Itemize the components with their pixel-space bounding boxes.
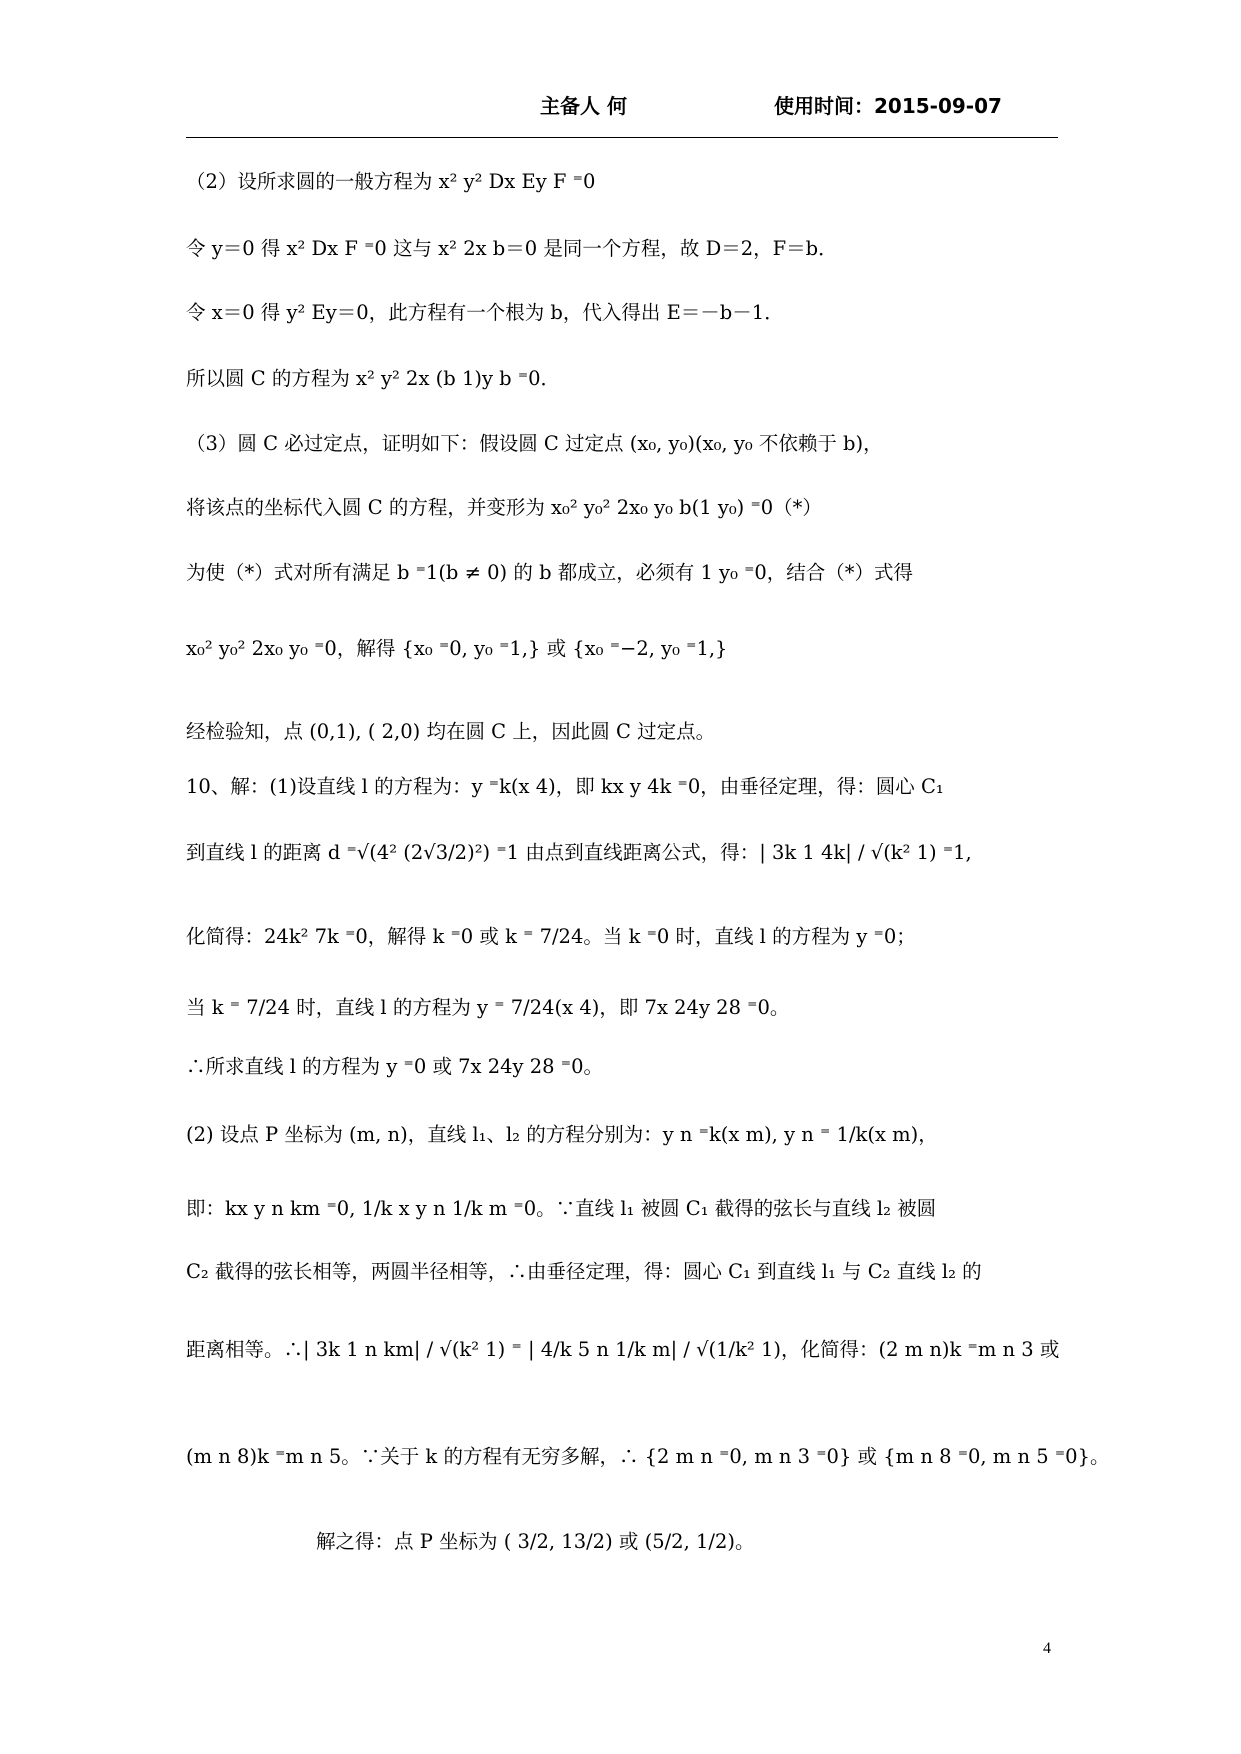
- body-line: 将该点的坐标代入圆 C 的方程，并变形为 x₀² y₀² 2x₀ y₀ b(1 y₀) ⁼0（*）: [186, 496, 822, 519]
- page-number: 4: [1043, 1640, 1051, 1657]
- body-line: (2) 设点 P 坐标为 (m, n)，直线 l₁、l₂ 的方程分别为：y n ⁼k(x m), y n ⁼ 1/k(x m)，: [186, 1123, 938, 1146]
- body-line: 令 y＝0 得 x² Dx F ⁼0 这与 x² 2x b＝0 是同一个方程，故 D＝2，F＝b．: [186, 237, 838, 260]
- body-line: ∴所求直线 l 的方程为 y ⁼0 或 7x 24y 28 ⁼0。: [186, 1055, 603, 1078]
- body-line: 令 x＝0 得 y² Ey＝0，此方程有一个根为 b，代入得出 E＝－b－1．: [186, 301, 784, 324]
- header-divider: [186, 137, 1058, 138]
- body-line: C₂ 截得的弦长相等，两圆半径相等，∴由垂径定理，得：圆心 C₁ 到直线 l₁ 与 C₂ 直线 l₂ 的: [186, 1260, 982, 1283]
- header-preparer: 主备人 何: [540, 94, 627, 118]
- body-line: 经检验知，点 (0,1), ( 2,0) 均在圆 C 上，因此圆 C 过定点。: [186, 720, 716, 743]
- body-line: 化简得：24k² 7k ⁼0，解得 k ⁼0 或 k ⁼ 7/24。当 k ⁼0 时，直线 l 的方程为 y ⁼0；: [186, 925, 916, 948]
- body-line: (m n 8)k ⁼m n 5。∵关于 k 的方程有无穷多解，∴ {2 m n ⁼0, m n 3 ⁼0} 或 {m n 8 ⁼0, m n 5 ⁼0}。: [186, 1445, 1110, 1468]
- header-date: 使用时间：2015-09-07: [774, 94, 1002, 118]
- body-line: 到直线 l 的距离 d ⁼√(4² (2√3/2)²) ⁼1 由点到直线距离公式，得：| 3k 1 4k| / √(k² 1) ⁼1,: [186, 841, 972, 864]
- body-line: 当 k ⁼ 7/24 时，直线 l 的方程为 y ⁼ 7/24(x 4)，即 7x 24y 28 ⁼0。: [186, 996, 790, 1019]
- body-line: （3）圆 C 必过定点，证明如下：假设圆 C 过定点 (x₀, y₀)(x₀, y₀ 不依赖于 b)，: [186, 432, 883, 455]
- page-header: [0, 84, 1241, 124]
- body-line: 为使（*）式对所有满足 b ⁼1(b ≠ 0) 的 b 都成立，必须有 1 y₀ ⁼0，结合（*）式得: [186, 561, 914, 584]
- body-line: 即：kx y n km ⁼0, 1/k x y n 1/k m ⁼0。∵直线 l₁ 被圆 C₁ 截得的弦长与直线 l₂ 被圆: [186, 1197, 937, 1220]
- body-line: （2）设所求圆的一般方程为 x² y² Dx Ey F ⁼0: [186, 170, 596, 193]
- body-line: 距离相等。∴| 3k 1 n km| / √(k² 1) ⁼ | 4/k 5 n 1/k m| / √(1/k² 1)，化简得：(2 m n)k ⁼m n 3 或: [186, 1338, 1060, 1361]
- body-line: 所以圆 C 的方程为 x² y² 2x (b 1)y b ⁼0．: [186, 367, 561, 390]
- body-line: 10、解：(1)设直线 l 的方程为：y ⁼k(x 4)，即 kx y 4k ⁼0，由垂径定理，得：圆心 C₁: [186, 775, 944, 798]
- body-line: 解之得：点 P 坐标为 ( 3/2, 13/2) 或 (5/2, 1/2)。: [316, 1530, 755, 1553]
- body-line: x₀² y₀² 2x₀ y₀ ⁼0，解得 {x₀ ⁼0, y₀ ⁼1,} 或 {x₀ ⁼−2, y₀ ⁼1,}: [186, 637, 728, 660]
